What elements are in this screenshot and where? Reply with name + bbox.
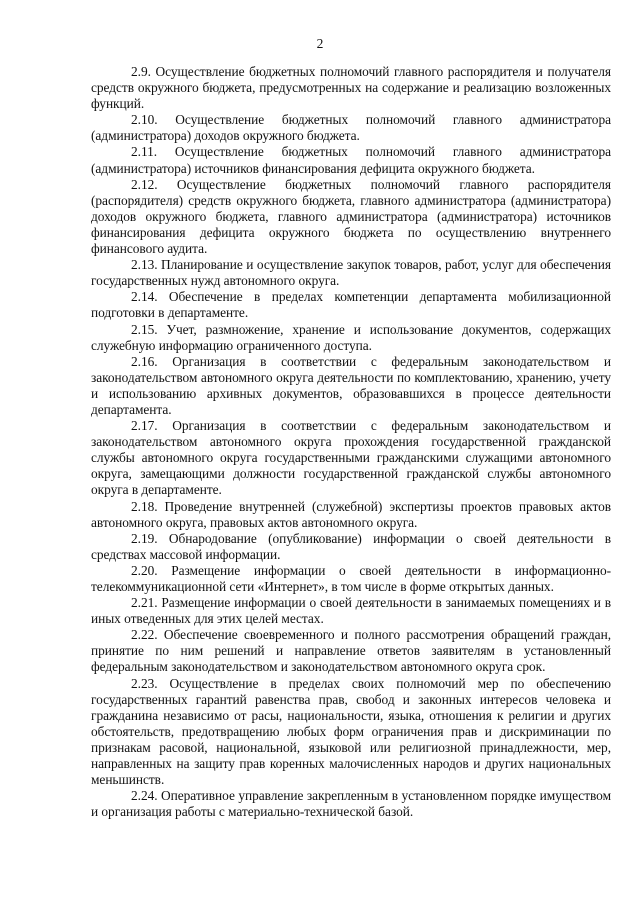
paragraph-2-12: 2.12. Осуществление бюджетных полномочий главного распорядителя (распорядителя) средств окружного бюджета, главного администратора (администратора) доходов окружного бюджета, главного администратора (администратора) источников финансирования дефицита окружного бюджета по осуществлению внутреннего финансового аудита.	[91, 176, 611, 257]
paragraph-2-20: 2.20. Размещение информации о своей деятельности в информационно-телекоммуникационной сети «Интернет», в том числе в форме открытых данных.	[91, 562, 611, 594]
paragraph-2-16: 2.16. Организация в соответствии с федеральным законодательством и законодательством автономного округа деятельности по комплектованию, хранению, учету и использованию архивных документов, образовавшихся в процессе деятельности департамента.	[91, 353, 611, 417]
paragraph-2-19: 2.19. Обнародование (опубликование) информации о своей деятельности в средствах массовой информации.	[91, 530, 611, 562]
paragraph-2-13: 2.13. Планирование и осуществление закупок товаров, работ, услуг для обеспечения государственных нужд автономного округа.	[91, 257, 611, 289]
document-body	[91, 64, 611, 820]
paragraph-2-22: 2.22. Обеспечение своевременного и полного рассмотрения обращений граждан, принятие по ним решений и направление ответов заявителям в установленный федеральным законодательством и законодательством автономного округа срок.	[91, 627, 611, 675]
paragraph-2-14: 2.14. Обеспечение в пределах компетенции департамента мобилизационной подготовки в департаменте.	[91, 289, 611, 321]
page-number: 2	[316, 36, 324, 51]
paragraph-2-9: 2.9. Осуществление бюджетных полномочий главного распорядителя и получателя средств окружного бюджета, предусмотренных на содержание и реализацию возложенных функций.	[91, 64, 611, 112]
paragraph-2-11: 2.11. Осуществление бюджетных полномочий главного администратора (администратора) источников финансирования дефицита окружного бюджета.	[91, 144, 611, 176]
paragraph-2-24: 2.24. Оперативное управление закрепленным в установленном порядке имуществом и организация работы с материально-технической базой.	[91, 788, 611, 820]
paragraph-2-17: 2.17. Организация в соответствии с федеральным законодательством и законодательством автономного округа прохождения государственной гражданской службы автономного округа государственными гражданскими служащими автономного округа, замещающими должности государственной гражданской службы автономного округа в департаменте.	[91, 418, 611, 498]
paragraph-2-15: 2.15. Учет, размножение, хранение и использование документов, содержащих служебную информацию ограниченного доступа.	[91, 321, 611, 353]
paragraph-2-10: 2.10. Осуществление бюджетных полномочий главного администратора (администратора) доходов окружного бюджета.	[91, 112, 611, 144]
paragraph-2-23: 2.23. Осуществление в пределах своих полномочий мер по обеспечению государственных гарантий равенства прав, свобод и законных интересов человека и гражданина независимо от расы, национальности, языка, отношения к религии и других обстоятельств, предотвращению любых форм ограничения прав и дискриминации по признакам расовой, национальной, языковой или религиозной принадлежности, мер, направленных на защиту прав коренных малочисленных народов и других национальных меньшинств.	[91, 675, 611, 788]
paragraph-2-18: 2.18. Проведение внутренней (служебной) экспертизы проектов правовых актов автономного округа, правовых актов автономного округа.	[91, 498, 611, 530]
paragraph-2-21: 2.21. Размещение информации о своей деятельности в занимаемых помещениях и в иных отведенных для этих целей местах.	[91, 595, 611, 627]
